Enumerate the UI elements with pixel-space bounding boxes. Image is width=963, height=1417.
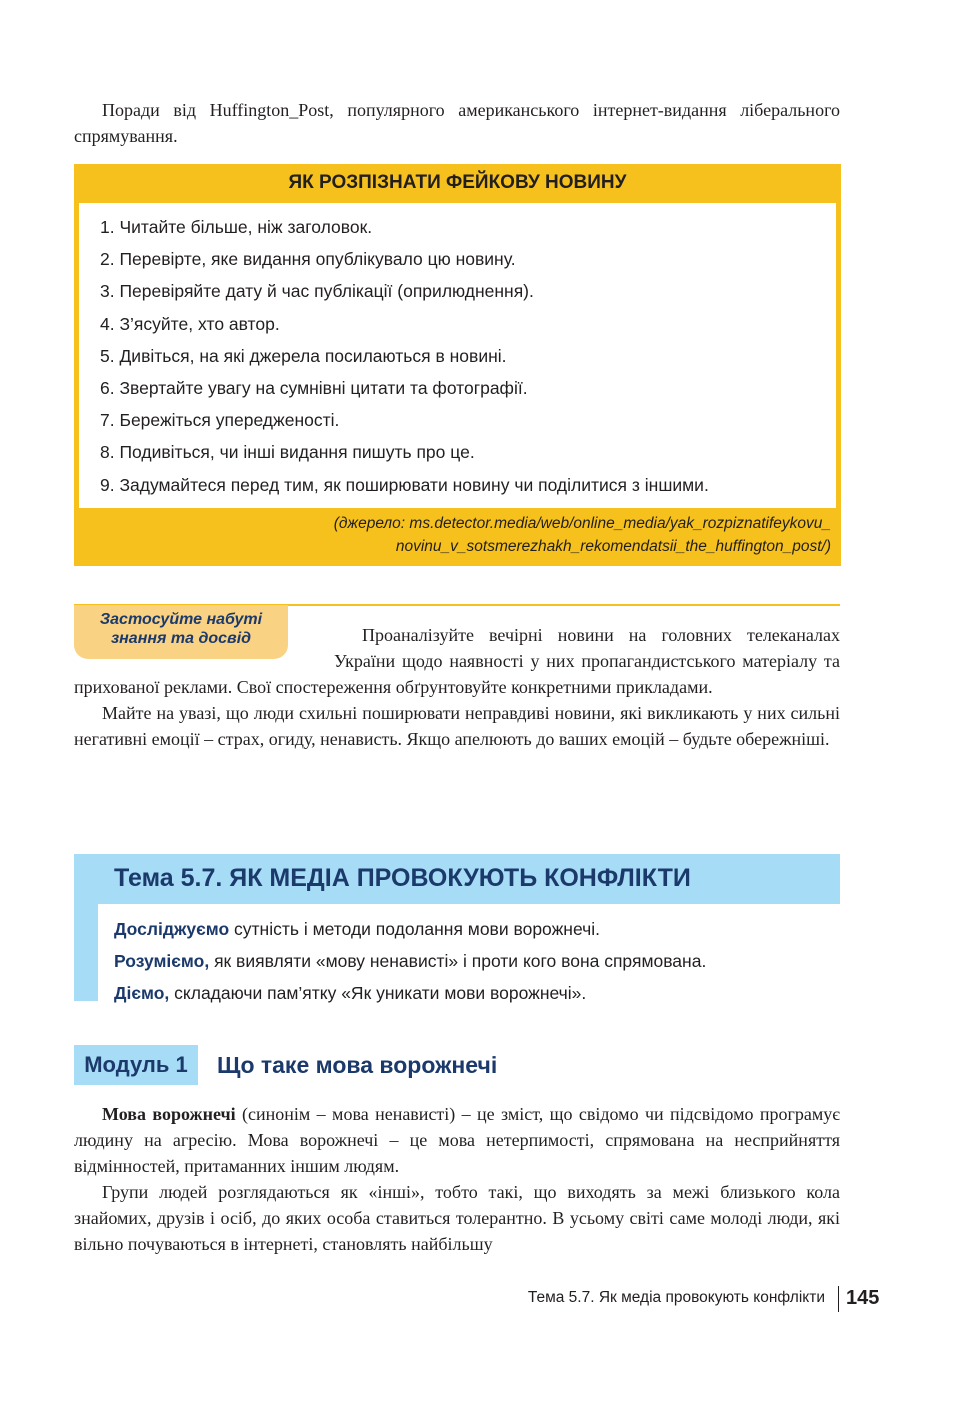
topic-objectives — [114, 913, 834, 1009]
tip-item: 9. Задумайтеся перед тим, як поширювати новину чи поділитися з іншими. — [100, 474, 709, 495]
objective-text: складаючи пам’ятку «Як уникати мови ворожнечі». — [169, 983, 587, 1003]
tips-list — [79, 203, 836, 501]
source-line: novinu_v_sotsmerezhakh_rekomendatsii_the_huffington_post/) — [395, 538, 831, 555]
badge-line: Застосуйте набуті — [99, 611, 263, 628]
objective-text: сутність і методи подолання мови ворожнечі. — [229, 919, 600, 939]
running-title: Тема 5.7. Як медіа провокують конфлікти — [527, 1289, 825, 1306]
tip-item: 7. Бережіться упередженості. — [100, 410, 340, 431]
objective-item — [114, 977, 834, 1009]
objective-keyword: Розуміємо, — [114, 951, 210, 971]
body-paragraph — [74, 1101, 840, 1179]
tips-source — [334, 512, 831, 558]
module-body — [74, 1101, 840, 1257]
tip-item: 6. Звертайте увагу на сумнівні цитати та фотографії. — [100, 378, 528, 399]
objective-keyword: Досліджуємо — [114, 919, 230, 939]
tip-item: 1. Читайте більше, ніж заголовок. — [100, 217, 373, 237]
module-title: Що таке мова ворожнечі — [217, 1052, 498, 1078]
body-paragraph: Групи людей розглядаються як «інші», тобто такі, що виходять за межі близького кола знайомих, друзів і осіб, до яких особа ставиться толерантно. В усьому світі саме молоді люди, які вільно почуваються в інтернеті, становлять найбільшу — [74, 1182, 840, 1254]
topic-side-stripe — [74, 904, 98, 1001]
footer-separator — [838, 1286, 839, 1312]
tip-item: 8. Подивіться, чи інші видання пишуть про це. — [100, 442, 475, 463]
badge-line: знання та досвід — [110, 630, 252, 647]
module-label: Модуль 1 — [74, 1045, 198, 1085]
objective-text: як виявляти «мову ненависті» і проти кого вона спрямована. — [209, 951, 707, 971]
apply-task — [74, 622, 840, 752]
tips-box-title: ЯК РОЗПІЗНАТИ ФЕЙКОВУ НОВИНУ — [288, 172, 627, 193]
fake-news-tips-box — [74, 164, 841, 566]
objective-item — [114, 945, 834, 977]
objective-keyword: Діємо, — [114, 983, 170, 1003]
topic-header — [74, 854, 840, 904]
topic-title: Тема 5.7. ЯК МЕДІА ПРОВОКУЮТЬ КОНФЛІКТИ — [114, 864, 691, 892]
objective-item — [114, 913, 834, 945]
intro-paragraph: Поради від Huffington_Post, популярного американського інтернет-видання ліберального спрямування. — [74, 100, 840, 146]
apply-paragraph: Майте на увазі, що люди схильні поширювати неправдиві новини, які викликають у них сильні негативні емоції – страх, огиду, ненависть. Якщо апелюють до ваших емоцій – будьте обережніші. — [74, 703, 840, 749]
page-number: 145 — [846, 1287, 880, 1309]
source-line: (джерело: ms.detector.media/web/online_media/yak_rozpiznatifeykovu_ — [333, 515, 831, 532]
tip-item: 3. Перевіряйте дату й час публікації (оприлюднення). — [100, 281, 534, 302]
apply-paragraph: Проаналізуйте вечірні новини на головних телеканалах України щодо наявності у них пропагандистського матеріалу та прихованої реклами. Свої спостереження обґрунтовуйте конкретними прикладами. — [74, 625, 840, 697]
tip-item: 4. З’ясуйте, хто автор. — [100, 313, 280, 334]
tips-box-body — [79, 203, 836, 508]
tip-item: 5. Дивіться, на які джерела посилаються в новині. — [100, 345, 507, 366]
defined-term: Мова ворожнечі — [102, 1104, 236, 1124]
definition-text: (синонім – мова ненависті) – це зміст, що свідомо чи підсвідомо програмує людину на агресію. Мова ворожнечі – це мова нетерпимості, спрямована на несприйняття відмінностей, притаманних іншим людям. — [74, 1104, 840, 1176]
tip-item: 2. Перевірте, яке видання опублікувало цю новину. — [100, 249, 516, 270]
